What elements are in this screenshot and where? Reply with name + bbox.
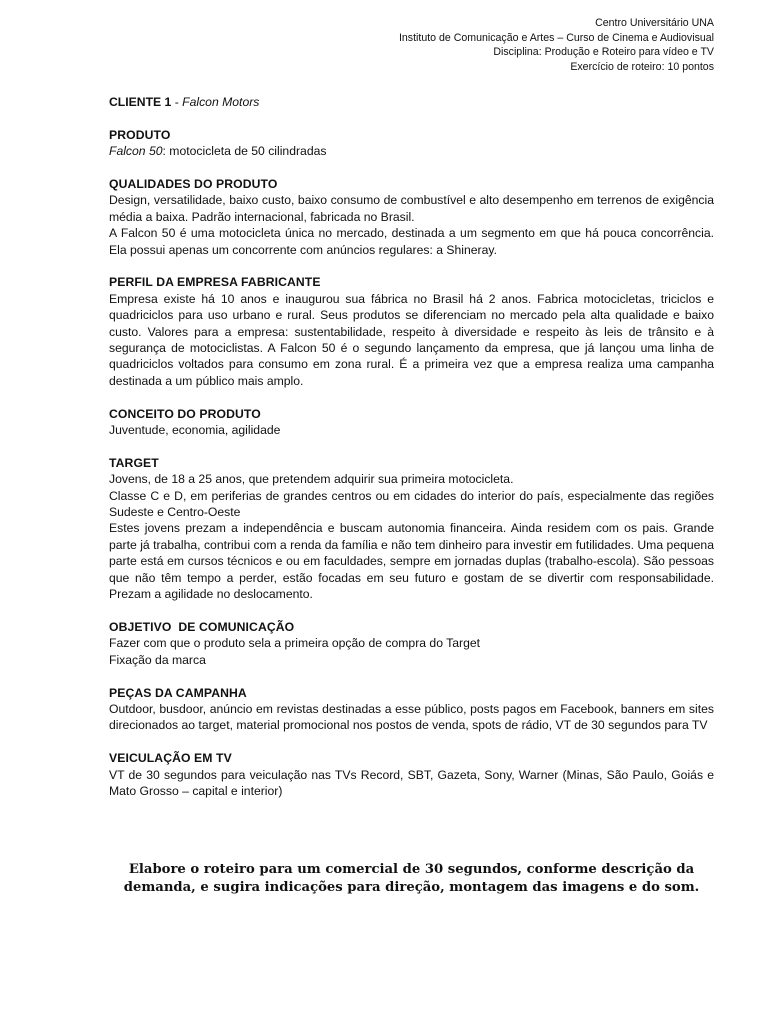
qualidades-paragraph: Design, versatilidade, baixo custo, baixo consumo de combustível e alto desempenho em terrenos de exigência média a baixa. Padrão internacional, fabricada no Brasil. [109,193,714,224]
header-discipline: Disciplina: Produção e Roteiro para vídeo e TV [493,46,714,58]
objetivo-heading: OBJETIVO DE COMUNICAÇÃO [109,619,295,634]
objetivo-section [109,619,714,668]
veiculacao-heading: VEICULAÇÃO EM TV [109,751,232,766]
document-body [109,94,714,816]
document-header [274,16,714,74]
target-paragraph: Jovens, de 18 a 25 anos, que pretendem adquirir sua primeira motocicleta. [109,472,514,487]
target-heading: TARGET [109,455,159,470]
perfil-paragraph: Empresa existe há 10 anos e inaugurou sua fábrica no Brasil há 2 anos. Fabrica motocicletas, triciclos e quadriciclos para uso urbano e rural. Seus produtos se diferenciam no mercado pela alta qualidade e baixo custo. Valores para a empresa: sustentabilidade, respeito à diversidade e respeito às leis de trânsito e à segurança de motociclistas. A Falcon 50 é o segundo lançamento da empresa, que já lançou uma linha de quadriciclos voltados para consumo em zona rural. É a primeira vez que a empresa realiza uma campanha destinada a um público mais amplo. [109,291,714,388]
objetivo-line: Fazer com que o produto sela a primeira opção de compra do Target [109,636,481,651]
target-paragraph: Estes jovens prezam a independência e buscam autonomia financeira. Ainda residem com os pais. Grande parte já trabalha, contribui com a renda da família e não tem dinheiro para investir em futilidades. Uma pequena parte está em cursos técnicos e ou em faculdades, sempre em jornadas duplas (trabalho-escola). São pessoas que não têm tempo a perder, estão focadas em seu futuro e gostam de se divertir com responsabilidade. Prezam a agilidade no deslocamento. [109,521,714,602]
pecas-paragraph: Outdoor, busdoor, anúncio em revistas destinadas a esse público, posts pagos em Facebook, banners em sites direcionados ao target, material promocional nos postos de venda, spots de rádio, VT de 30 segundos para TV [109,701,714,733]
produto-name: Falcon 50 [109,144,163,159]
client-label: CLIENTE 1 [109,95,172,109]
target-section [109,455,714,603]
assignment-instruction [109,861,714,897]
pecas-section [109,685,714,734]
produto-heading: PRODUTO [109,127,171,142]
produto-section [109,127,714,160]
pecas-heading: PEÇAS DA CAMPANHA [109,685,247,700]
perfil-section [109,274,714,389]
client-name: Falcon Motors [182,95,260,109]
produto-description: : motocicleta de 50 cilindradas [162,144,327,159]
conceito-section [109,406,714,439]
instruction-line: demanda, e sugira indicações para direção, montagem das imagens e do som. [123,880,700,895]
header-institute: Instituto de Comunicação e Artes – Curso de Cinema e Audiovisual [398,31,714,44]
veiculacao-section [109,750,714,799]
header-exercise: Exercício de roteiro: 10 pontos [570,60,714,73]
client-line [109,94,714,110]
client-section [109,94,714,110]
qualidades-section [109,176,714,258]
qualidades-paragraph: A Falcon 50 é uma motocicleta única no mercado, destinada a um segmento em que há pouca concorrência. Ela possui apenas um concorrente com anúncios regulares: a Shineray. [109,226,714,257]
perfil-heading: PERFIL DA EMPRESA FABRICANTE [109,275,321,290]
qualidades-heading: QUALIDADES DO PRODUTO [109,177,278,191]
objetivo-line: Fixação da marca [109,652,206,667]
veiculacao-paragraph: VT de 30 segundos para veiculação nas TVs Record, SBT, Gazeta, Sony, Warner (Minas, São Paulo, Goiás e Mato Grosso – capital e interior) [109,767,714,798]
target-paragraph: Classe C e D, em periferias de grandes centros ou em cidades do interior do país, especialmente das regiões Sudeste e Centro-Oeste [109,488,714,520]
produto-line [109,143,714,159]
conceito-heading: CONCEITO DO PRODUTO [109,406,261,421]
client-separator: - [171,95,183,109]
conceito-text: Juventude, economia, agilidade [109,423,281,438]
instruction-line: Elabore o roteiro para um comercial de 30 segundos, conforme descrição da [128,862,695,877]
header-institution: Centro Universitário UNA [595,17,714,29]
